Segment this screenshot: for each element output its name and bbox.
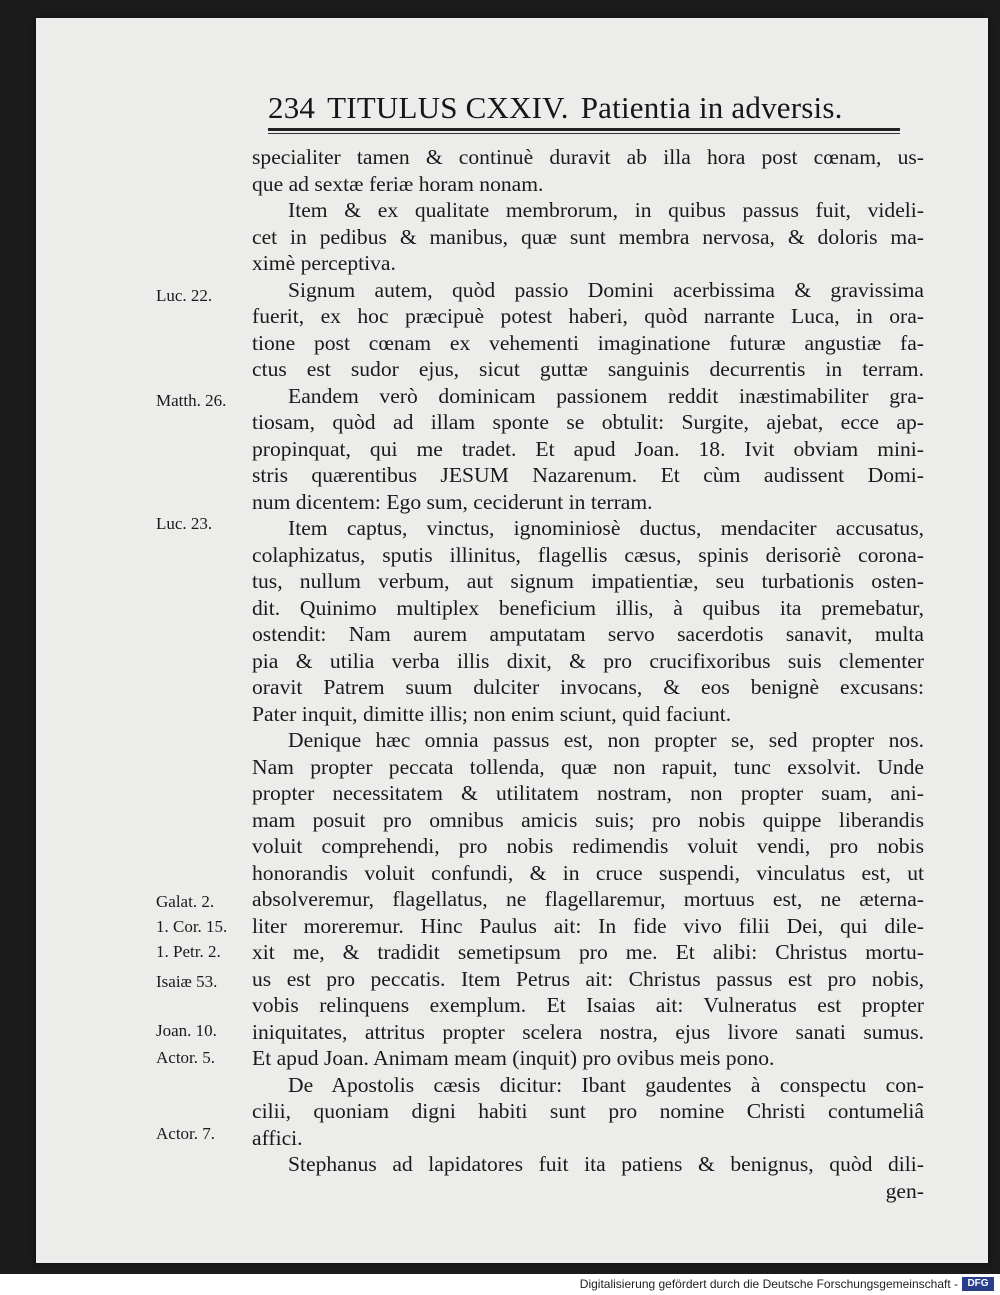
text-line: que ad sextæ feriæ horam nonam. [252, 171, 544, 196]
text-line: Item captus, vinctus, ignominiosè ductus, mendaciter accusatus, [288, 516, 924, 540]
text-line: Eandem verò dominicam passionem reddit inæstimabiliter gra- [288, 383, 924, 408]
text-line: cet in pedibus & manibus, quæ sunt membra nervosa, & doloris ma- [252, 224, 924, 249]
text-line: ostendit: Nam aurem amputatam servo sacerdotis sanavit, multa [252, 622, 924, 646]
text-line: affici. [252, 1125, 303, 1150]
margin-reference: Luc. 22. [156, 286, 213, 305]
text-line: Item & ex qualitate membrorum, in quibus passus fuit, videli- [288, 198, 924, 222]
text-line: Nam propter peccata tollenda, quæ non rapuit, tunc exsolvit. Unde [252, 754, 924, 779]
text-line: propter necessitatem & utilitatem nostram, non propter suam, ani- [252, 781, 924, 805]
margin-reference: 1. Cor. 15. [156, 917, 228, 936]
text-line: tus, nullum verbum, aut signum impatientiæ, seu turbationis osten- [252, 569, 924, 593]
page-number: 234 [268, 90, 316, 125]
text-line: cilii, quoniam digni habiti sunt pro nomine Christi contumeliâ [252, 1099, 924, 1123]
margin-reference: Actor. 5. [156, 1048, 216, 1067]
text-line: Pater inquit, dimitte illis; non enim sciunt, quid faciunt. [252, 701, 732, 726]
text-line: oravit Patrem suum dulciter invocans, & eos benignè excusans: [252, 675, 924, 699]
text-line: dit. Quinimo multiplex beneficium illis, à quibus ita premebatur, [252, 595, 924, 620]
header-rule [268, 128, 900, 131]
margin-reference: 1. Petr. 2. [156, 942, 221, 961]
text-line: voluit comprehendi, pro nobis redimendis voluit vendi, pro nobis [252, 834, 924, 858]
text-line: Denique hæc omnia passus est, non propter se, sed propter nos. [288, 728, 924, 752]
running-subtitle: Patientia in adversis. [580, 90, 843, 125]
running-title: TITULUS CXXIV. [327, 90, 569, 125]
text-line: specialiter tamen & continuè duravit ab illa hora post cœnam, us- [252, 145, 924, 169]
text-line: iniquitates, attritus propter scelera nostra, ejus livore sanati sumus. [252, 1019, 924, 1044]
text-line: ximè perceptiva. [252, 251, 396, 275]
text-line: stris quærentibus JESUM Nazarenum. Et cùm audissent Domi- [252, 463, 924, 487]
dfg-logo[interactable]: DFG [962, 1277, 994, 1291]
footer-bar [0, 1274, 1000, 1295]
funding-notice: Digitalisierung gefördert durch die Deutsche Forschungsgemeinschaft - [579, 1277, 958, 1291]
text-line: Signum autem, quòd passio Domini acerbissima & gravissima [288, 277, 924, 302]
text-line: tiosam, quòd ad illam sponte se obtulit: Surgite, ajebat, ecce ap- [252, 410, 924, 434]
text-line: vobis relinquens exemplum. Et Isaias ait: Vulneratus est propter [252, 993, 924, 1017]
margin-reference: Joan. 10. [156, 1021, 217, 1040]
text-line: De Apostolis cæsis dicitur: Ibant gaudentes à conspectu con- [288, 1072, 924, 1097]
margin-reference: Actor. 7. [156, 1124, 216, 1143]
text-line: mam posuit pro omnibus amicis suis; pro nobis quippe liberandis [252, 807, 924, 832]
margin-reference: Luc. 23. [156, 514, 213, 533]
text-line: ctus est sudor ejus, sicut guttæ sanguinis decurrentis in terram. [252, 357, 924, 381]
body-text [252, 144, 924, 1204]
text-line: tione post cœnam ex vehementi imaginatione futuræ angustiæ fa- [252, 330, 924, 355]
text-line: colaphizatus, sputis illinitus, flagellis cæsus, spinis derisoriè corona- [252, 542, 924, 567]
text-line: fuerit, ex hoc præcipuè potest haberi, quòd narrante Luca, in ora- [252, 304, 924, 328]
margin-reference: Matth. 26. [156, 391, 227, 410]
margin-reference: Isaiæ 53. [156, 972, 218, 991]
text-line: propinquat, qui me tradet. Et apud Joan. 18. Ivit obviam mini- [252, 436, 924, 461]
text-line: Stephanus ad lapidatores fuit ita patiens & benignus, quòd dili- [288, 1152, 924, 1176]
header-rule-thin [268, 133, 900, 134]
text-line: num dicentem: Ego sum, ceciderunt in terram. [252, 489, 653, 514]
text-line: liter moreremur. Hinc Paulus ait: In fide vivo filii Dei, qui dile- [252, 913, 924, 938]
text-line: honorandis voluit confundi, & in cruce suspendi, vinculatus est, ut [252, 860, 924, 885]
margin-reference: Galat. 2. [156, 892, 215, 911]
text-line: Et apud Joan. Animam meam (inquit) pro ovibus meis pono. [252, 1046, 775, 1070]
text-line: pia & utilia verba illis dixit, & pro crucifixoribus suis clementer [252, 648, 924, 673]
text-line: xit me, & tradidit semetipsum pro me. Et alibi: Christus mortu- [252, 940, 924, 964]
text-line: gen- [885, 1178, 924, 1203]
text-line: absolveremur, flagellatus, ne flagellaremur, mortuus est, ne æterna- [252, 887, 924, 911]
text-line: us est pro peccatis. Item Petrus ait: Christus passus est pro nobis, [252, 966, 924, 991]
running-header [268, 90, 855, 126]
